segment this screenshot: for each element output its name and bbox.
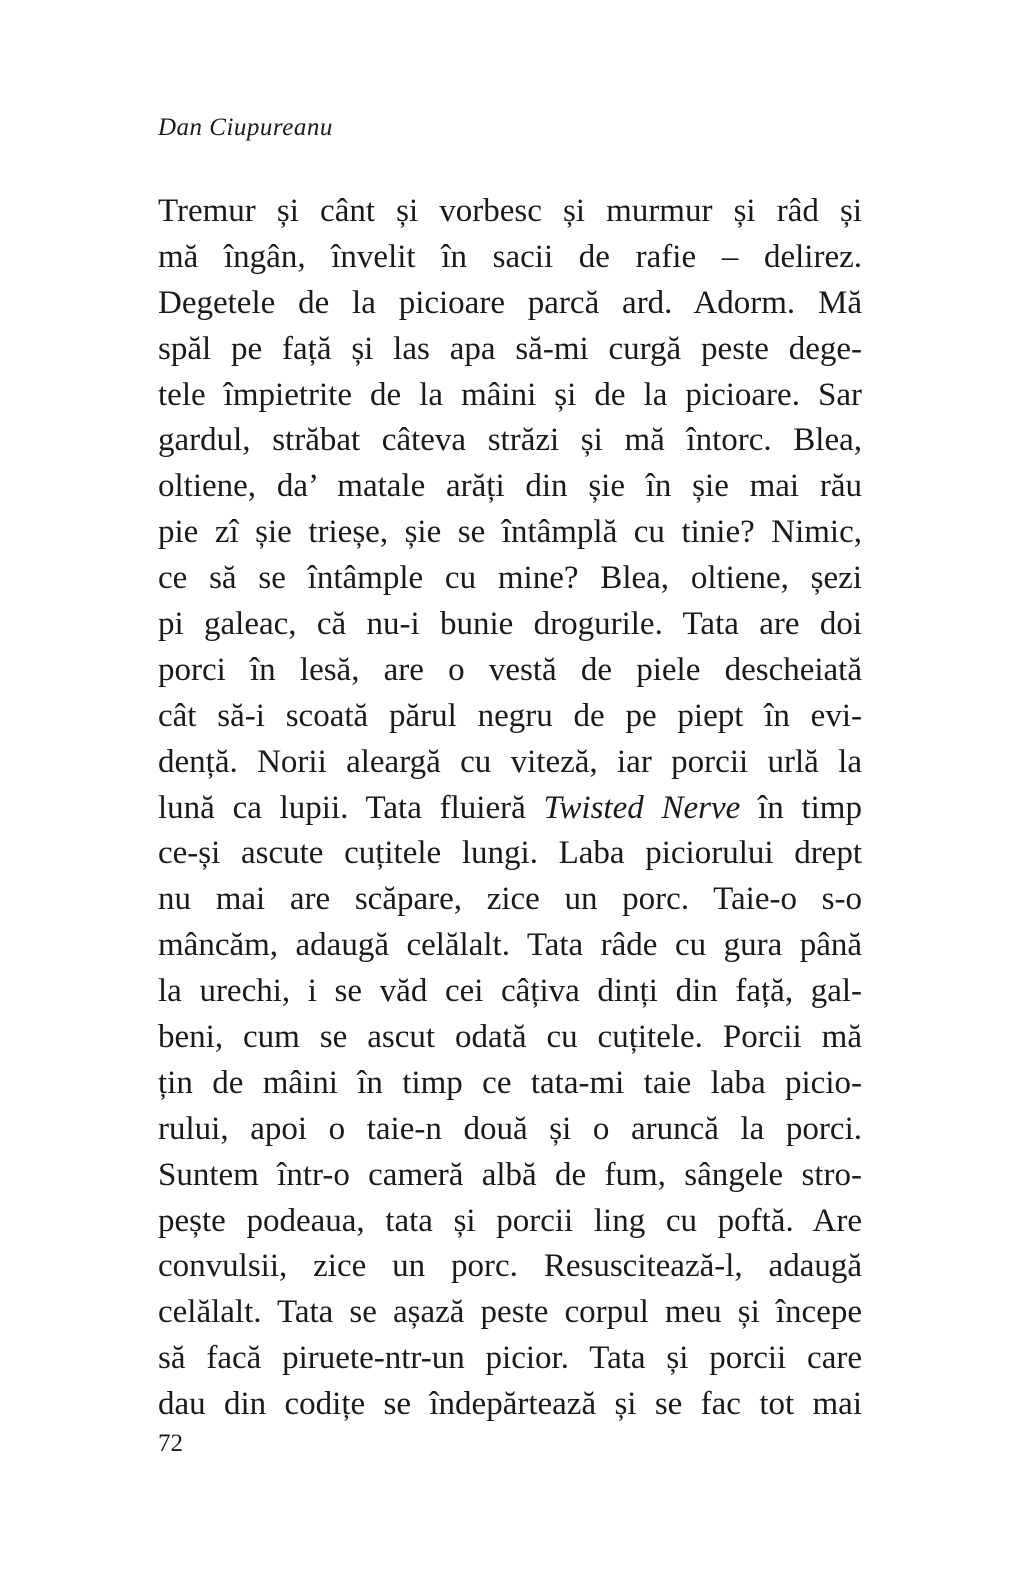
text-line: ce să se întâmple cu mine? Blea, oltiene, șezi xyxy=(158,560,862,597)
text-line: mâncăm, adaugă celălalt. Tata râde cu gura până xyxy=(158,927,862,964)
text-line: spăl pe față și las apa să-mi curgă peste dege- xyxy=(158,330,862,367)
text-line: Suntem într-o cameră albă de fum, sângele stro- xyxy=(158,1156,862,1193)
text-line: beni, cum se ascut odată cu cuțitele. Porcii mă xyxy=(158,1019,862,1056)
text-line: mă îngân, învelit în sacii de rafie – delirez. xyxy=(158,238,862,275)
text-line: dau din codițe se îndepărtează și se fac tot mai xyxy=(158,1386,862,1423)
text-line: gardul, străbat câteva străzi și mă întorc. Blea, xyxy=(158,422,862,459)
page-number: 72 xyxy=(158,1430,183,1457)
text-line: rului, apoi o taie-n două și o aruncă la porci. xyxy=(158,1110,862,1147)
text-line: celălalt. Tata se așază peste corpul meu și începe xyxy=(158,1294,862,1331)
text-line: porci în lesă, are o vestă de piele descheiată xyxy=(158,651,862,688)
text-line: tele împietrite de la mâini și de la picioare. Sar xyxy=(158,376,862,413)
text-line: să facă piruete-ntr-un picior. Tata și porcii care xyxy=(158,1340,862,1377)
running-head-author: Dan Ciupureanu xyxy=(158,114,333,141)
text-line: pie zî șie trieșe, șie se întâmplă cu tinie? Nimic, xyxy=(158,514,862,551)
text-line: Tremur și cânt și vorbesc și murmur și râd și xyxy=(158,193,862,229)
text-line: pește podeaua, tata și porcii ling cu poftă. Are xyxy=(158,1202,862,1239)
text-line: pi galeac, că nu-i bunie drogurile. Tata are doi xyxy=(158,606,862,643)
text-line: nu mai are scăpare, zice un porc. Taie-o s-o xyxy=(158,881,862,918)
body-paragraph xyxy=(158,189,862,1428)
text-line: Degetele de la picioare parcă ard. Adorm. Mă xyxy=(158,284,862,321)
text-line: convulsii, zice un porc. Resuscitează-l, adaugă xyxy=(158,1248,862,1285)
text-line: țin de mâini în timp ce tata-mi taie laba picio- xyxy=(158,1064,862,1101)
text-line: ce-și ascute cuțitele lungi. Laba piciorului drept xyxy=(158,835,862,872)
text-segment: lună ca lupii. Tata fluieră xyxy=(158,789,544,826)
text-line-with-title xyxy=(158,786,862,832)
text-line: dență. Norii aleargă cu viteză, iar porcii urlă la xyxy=(158,743,862,780)
text-segment: în timp xyxy=(740,789,862,826)
song-title: Twisted Nerve xyxy=(543,789,741,826)
text-line: cât să-i scoată părul negru de pe piept în evi- xyxy=(158,697,862,734)
text-line: oltiene, da’ matale arăți din șie în șie mai rău xyxy=(158,468,862,505)
text-line: la urechi, i se văd cei câțiva dinți din față, gal- xyxy=(158,973,862,1010)
